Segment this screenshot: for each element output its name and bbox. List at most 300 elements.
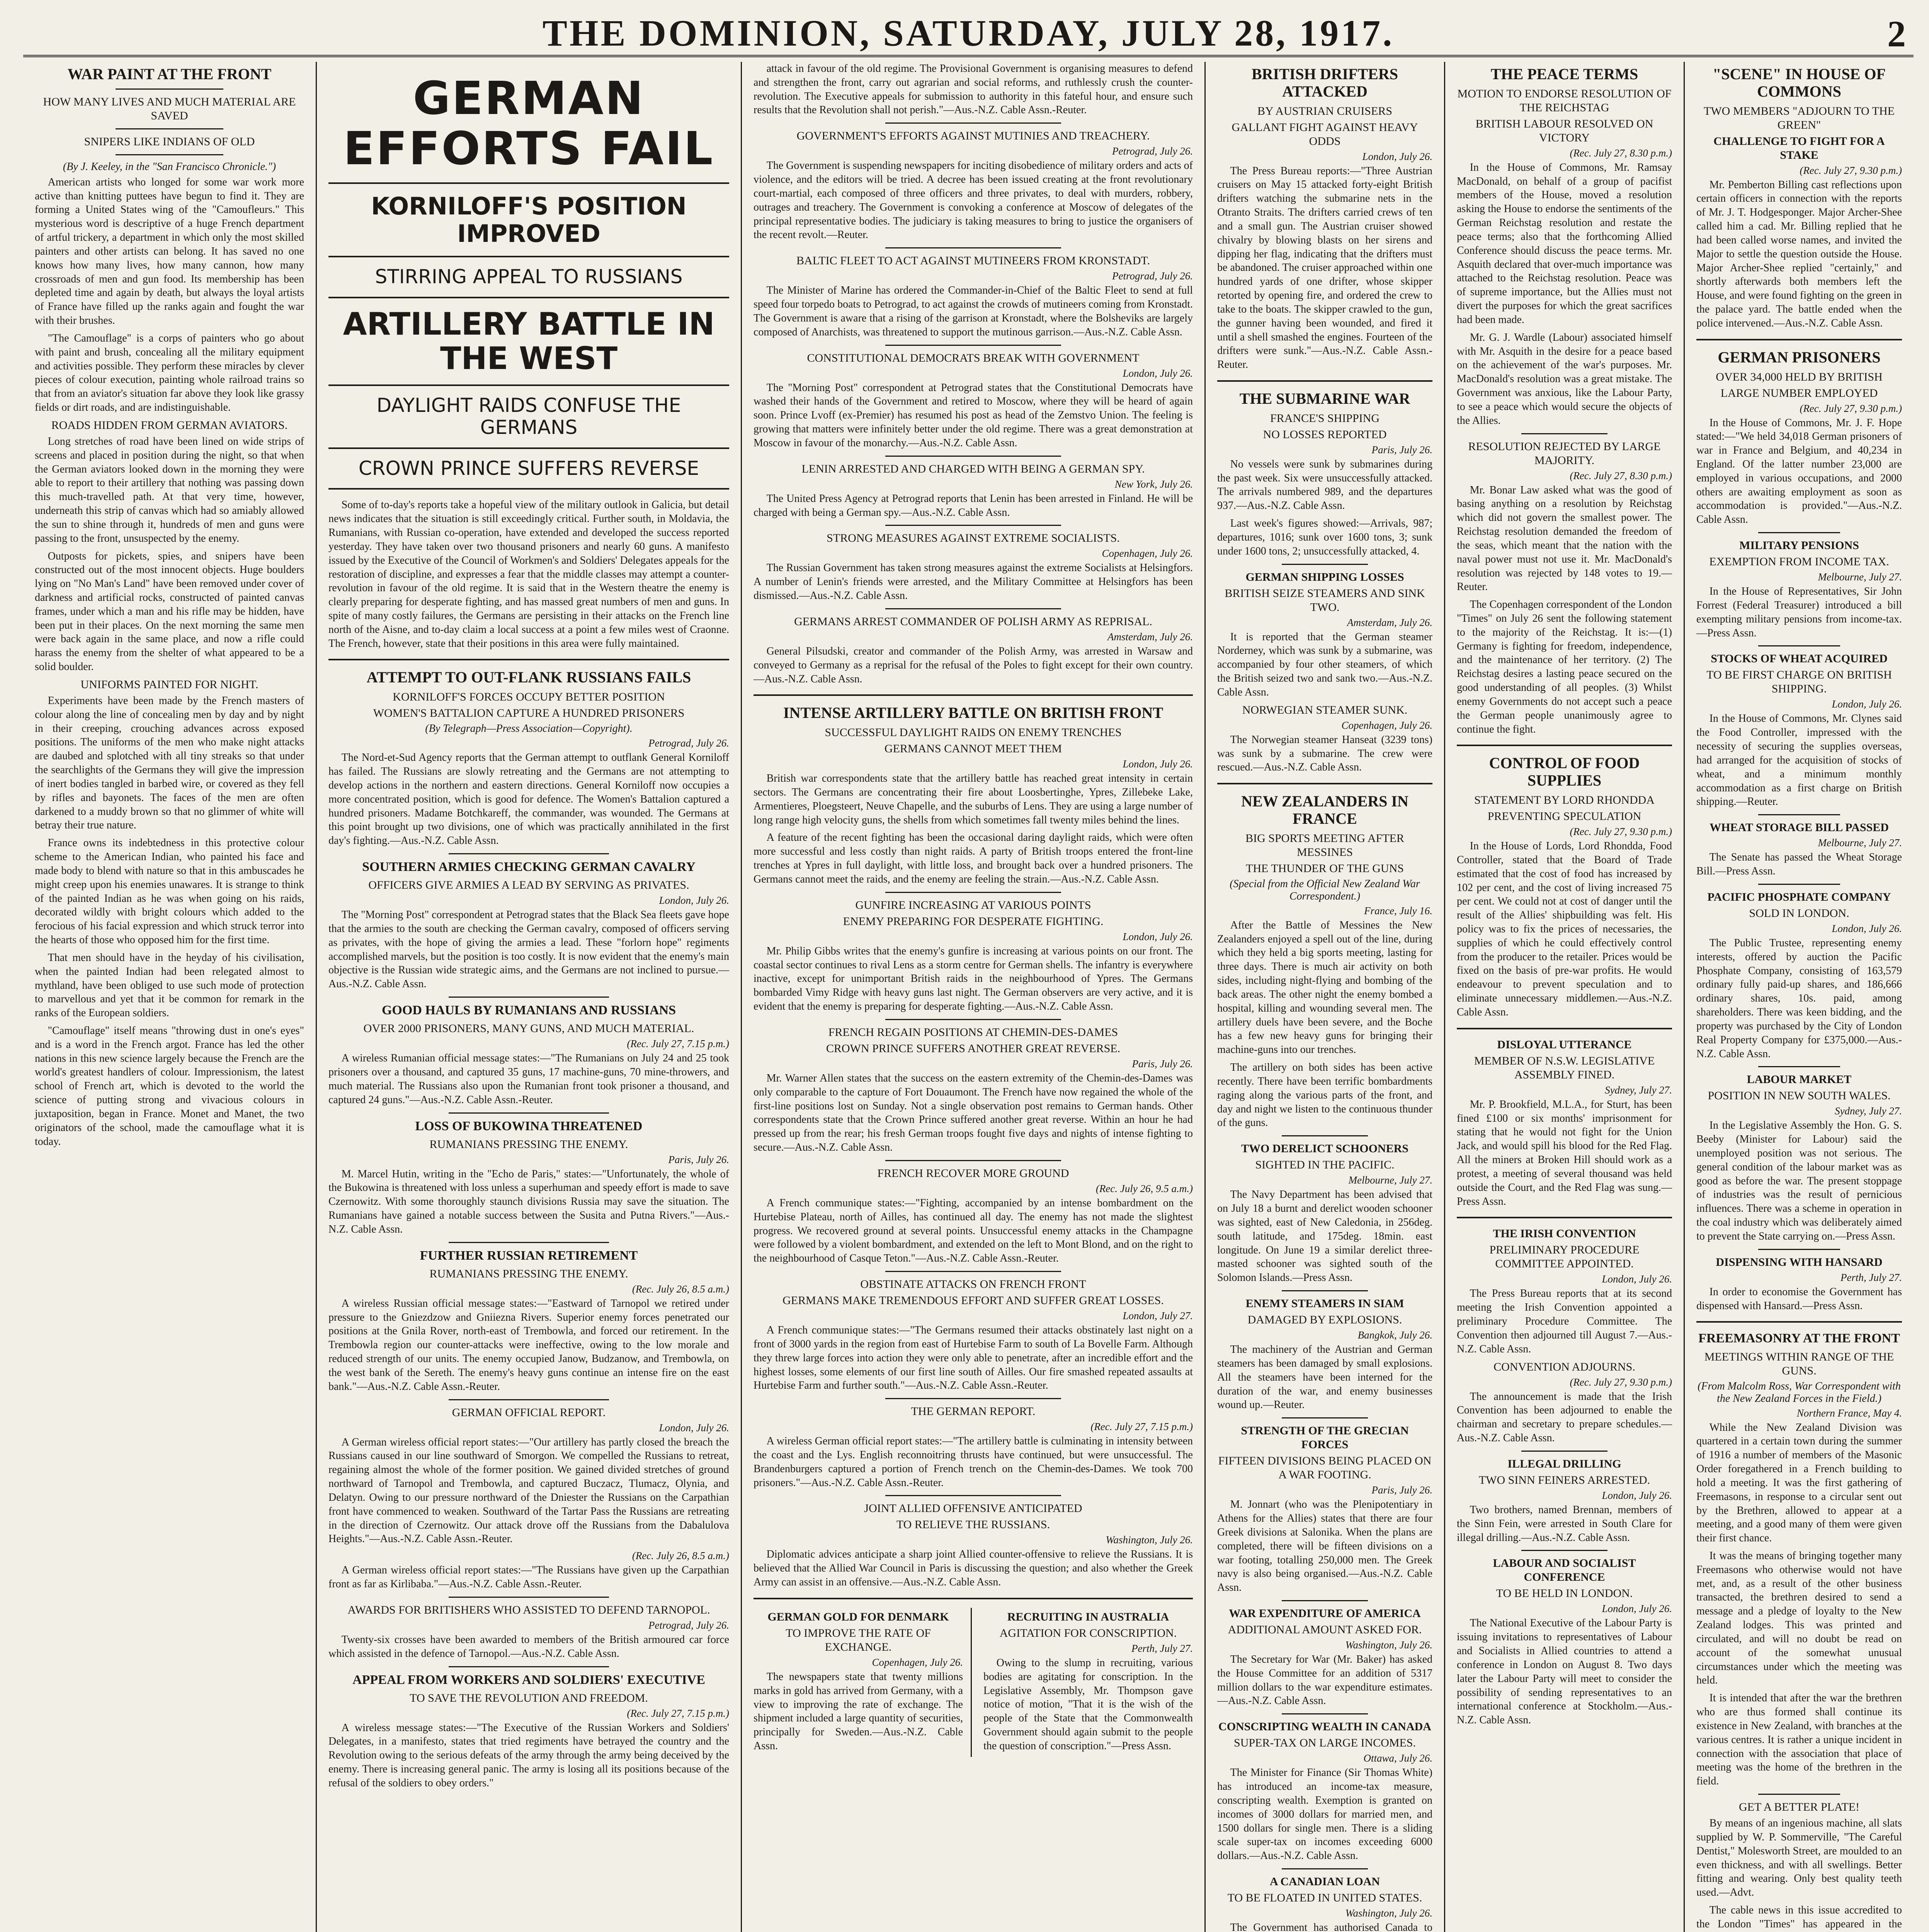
divider <box>885 247 1061 248</box>
paragraph: "The Camouflage" is a corps of painters who go about with paint and brush, concealing all the military equipment and activities possible. They perform these miracles by clever pieces of colour execution, painting whole railroad trains so that from an aviator's situation far above they look like grassy fields or dirt roads, and are indistinguishable. <box>35 332 304 414</box>
article-headline: FREEMASONRY AT THE FRONT <box>1698 1331 1900 1346</box>
article-headline: ATTEMPT TO OUT-FLANK RUSSIANS FAILS <box>366 668 691 686</box>
paragraph: The artillery on both sides has been active recently. There have been terrific bombardments raging along the various parts of the front, and day and night we listen to the continuous thunder of the guns. <box>1217 1061 1432 1129</box>
dateline: New York, July 26. <box>1114 478 1193 490</box>
subheadline: KORNILOFF'S FORCES OCCUPY BETTER POSITION <box>393 690 665 704</box>
editorial-note: The cable news in this issue accredited to the London "Times" has appeared in the <box>1696 1904 1902 1930</box>
divider <box>449 1597 609 1598</box>
paragraph: attack in favour of the old regime. The Provisional Government is organising measures to defend and strengthen the front, carry out agrarian and social reforms, and ruthlessly crush the counter-revolution. The Executive appeals for submission to authority in this fateful hour, and ensure such results that the Revolution shall not perish."—Aus.-N.Z. Cable Assn.-Reuter. <box>754 63 1193 116</box>
dateline: London, July 26. <box>1123 758 1193 770</box>
divider <box>1457 1028 1672 1029</box>
divider <box>1457 1217 1672 1218</box>
divider <box>1696 1321 1902 1323</box>
divider <box>328 447 729 449</box>
paragraph: A French communique states:—"Fighting, accompanied by an intense bombardment on the Hurtebise Plateau, north of Ailles, has continued all day. The enemy has not made the slightest progress. We recovered ground at several points. Unsuccessful enemy attacks in the Champagne were followed by a violent bombardment, and extended on the left to Mont Blond, and on the right to the neighbourhood of Casque Teton."—Aus.-N.Z. Cable Assn.-Reuter. <box>754 1197 1193 1265</box>
advert-text: By means of an ingenious machine, all slats supplied by W. P. Sommerville, "The Careful Dentist," Molesworth Street, are moulded to an even thickness, and with all swellings. Better fitting and wearing. Only best quality teeth used.—Advt. <box>1696 1817 1902 1899</box>
article-headline: WAR EXPENDITURE OF AMERICA <box>1229 1607 1421 1620</box>
paragraph: The machinery of the Austrian and German steamers has been damaged by small explosions. All the steamers have been interned for the duration of the war, and enemy businesses wound up.—Reuter. <box>1217 1344 1432 1411</box>
subheadline: MOTION TO ENDORSE RESOLUTION OF THE REICHSTAG <box>1457 87 1672 114</box>
article-headline: GUNFIRE INCREASING AT VARIOUS POINTS <box>855 898 1091 912</box>
divider <box>449 1112 609 1114</box>
paragraph: Mr. G. J. Wardle (Labour) associated himself with Mr. Asquith in the desire for a peace based on the achievement of the war's purposes. Mr. MacDonald's resolution was a great mistake. The Government was anxious, like the Labour Party, to see a peace which would secure the objects of the Allies. <box>1457 331 1672 427</box>
divider <box>1758 884 1841 885</box>
paragraph: The Public Trustee, representing enemy interests, offered by auction the Pacific Phosphate Company, consisting of 163,579 ordinary fully paid-up shares, and 186,666 ordinary shares, 10s. paid, among shareholders. There was keen bidding, and the property was purchased by the City of London Real Property Company for £375,000.—Aus.-N.Z. Cable Assn. <box>1696 937 1902 1060</box>
section-subheading: ROADS HIDDEN FROM GERMAN AVIATORS. <box>51 418 288 432</box>
paragraph: Outposts for pickets, spies, and snipers have been constructed out of the most innocent objects. Huge boulders lying on "No Man's Land" have been removed under cover of darkness and artificial rocks, constructed of painted canvas frames, under which a man and his rifle may be hidden, have been put in their places. On the next morning the same men were back again in the same place, and now a rifle could harass the enemy from the shelter of what appeared to be a solid boulder. <box>35 550 304 673</box>
subheadline: LARGE NUMBER EMPLOYED <box>1720 386 1878 400</box>
divider <box>449 1242 609 1243</box>
article-headline: INTENSE ARTILLERY BATTLE ON BRITISH FRONT <box>783 704 1163 722</box>
subheadline: EXEMPTION FROM INCOME TAX. <box>1709 555 1889 568</box>
subheadline: MEMBER OF N.S.W. LEGISLATIVE ASSEMBLY FINED. <box>1474 1054 1655 1081</box>
subheadline: TO IMPROVE THE RATE OF EXCHANGE. <box>786 1626 931 1653</box>
paragraph: It is reported that the German steamer Norderney, which was sunk by a submarine, was accompanied by four other steamers, of which the British seized two and sank two.—Aus.-N.Z. Cable Assn. <box>1217 631 1432 698</box>
divider <box>885 456 1061 457</box>
article-headline: LABOUR AND SOCIALIST CONFERENCE <box>1493 1557 1636 1584</box>
byline: (By Telegraph—Press Association—Copyright). <box>425 723 633 735</box>
paragraph: Last week's figures showed:—Arrivals, 987; departures, 1016; sunk over 1600 tons, 3; sunk under 1600 tons, 2; unsuccessfully attacked, 4. <box>1217 517 1432 557</box>
divider <box>1521 1550 1608 1551</box>
article-recruiting <box>983 1608 1193 1757</box>
dateline: Washington, July 26. <box>1345 1907 1432 1919</box>
paragraph: The Minister of Marine has ordered the Commander-in-Chief of the Baltic Fleet to send at full speed four torpedo boats to Petrograd, to act against the crowds of mutineers coming from Kronstadt. The Government is aware that a rising of the garrison at Kronstadt, where the Bolsheviks are largely composed of Anarchists, was threatened to support the mutinous garrison.—Aus.-N.Z. Cable Assn. <box>754 284 1193 338</box>
dateline: Copenhagen, July 26. <box>1102 548 1193 560</box>
paragraph: The Nord-et-Sud Agency reports that the German attempt to outflank General Korniloff has failed. The Russians are slowly retreating and the Germans are not attempting to develop actions in the northern and eastern directions. General Korniloff now occupies a more concentrated position, which is good for defence. The Women's Battalion captured a hundred prisoners. Madame Botchkareff, the commander, was wounded. The Germans at this point brought up two divisions, one of which was practically annihilated in the first day's fighting.—Aus.-N.Z. Cable Assn. <box>328 752 729 847</box>
paragraph: M. Jonnart (who was the Plenipotentiary in Athens for the Allies) states that there are four Greek divisions at Salonika. When the plans are completed, there will be fifteen divisions on a war footing, totalling 250,000 men. The Greek navy is also being organised.—Aus.-N.Z. Cable Assn. <box>1217 1498 1432 1594</box>
paragraph: Mr. Philip Gibbs writes that the enemy's gunfire is increasing at various points on our front. The coastal sector continues to rival Lens as a storm centre for German shells. The infantry is everywhere inactive, except for unimportant British raids in the neighbourhood of Ypres. The Germans bombarded Vimy Ridge with heavy guns last night. The German observers are very active, and it is evident that the enemy is preparing for desperate fighting.—Aus.-N.Z. Cable Assn. <box>754 945 1193 1013</box>
article-headline: GERMAN SHIPPING LOSSES <box>1245 570 1404 583</box>
subheadline: TWO SINN FEINERS ARRESTED. <box>1478 1473 1650 1486</box>
paragraph: It was the means of bringing together many Freemasons who otherwise would not have met, and, as a result of the other business transacted, the brethren desired to send a message and a pledge of loyalty to the New Zealand lodges. This was printed and circulated, and will no doubt be read on account of the somewhat unusual circumstances under which the meeting was held. <box>1696 1549 1902 1687</box>
paragraph: In the House of Lords, Lord Rhondda, Food Controller, stated that the Board of Trade estimated that the cost of food has increased by 102 per cent, and the cost of living increased 75 per cent. We could not at cost of danger until the result of the Allies' shipbuilding was felt. His policy was to fix the prices of necessaries, the supplies of which he could effectively control from the producer to the retailer. Prices would be fixed on the basis of pre-war profits. He would endeavour to prevent speculation and to eliminate unnecessary middlemen.—Aus.-N.Z. Cable Assn. <box>1457 840 1672 1018</box>
paragraph: In the House of Representatives, Sir John Forrest (Federal Treasurer) introduced a bill exempting military pensions from income-tax.—Press Assn. <box>1696 585 1902 639</box>
paragraph: While the New Zealand Division was quartered in a certain town during the summer of 1916 a number of members of the Masonic Order foregathered in a French building to hold a meeting. It was the first gathering of Freemasons, in response to a circular sent out by the Brethren, allowed to appear at a meeting, and a good many of them were given their first chance. <box>1696 1421 1902 1544</box>
divider <box>1282 1713 1368 1714</box>
article-headline: NEW ZEALANDERS IN FRANCE <box>1241 793 1408 828</box>
page-number: 2 <box>1887 13 1906 54</box>
paragraph: That men should have in the heyday of his civilisation, when the painted Indian had been relegated almost to mythland, have been obliged to use such mode of protection to marvellous and yet that it be common for remark in the ranks of the European soldiers. <box>35 951 304 1019</box>
divider <box>449 997 609 998</box>
article-headline: JOINT ALLIED OFFENSIVE ANTICIPATED <box>864 1502 1082 1515</box>
subheadline: HOW MANY LIVES AND MUCH MATERIAL ARE SAVED <box>43 95 296 122</box>
divider <box>1282 564 1368 565</box>
divider <box>885 1398 1061 1399</box>
dateline: (Rec. July 26, 8.5 a.m.) <box>632 1283 729 1295</box>
subheadline: CROWN PRINCE SUFFERS ANOTHER GREAT REVERSE. <box>826 1042 1121 1055</box>
dateline: Amsterdam, July 26. <box>1107 631 1193 643</box>
dateline: London, July 26. <box>1602 1489 1672 1501</box>
article-german-gold <box>754 1608 972 1757</box>
subheadline: OFFICERS GIVE ARMIES A LEAD BY SERVING AS PRIVATES. <box>368 879 689 892</box>
subheadline: SOLD IN LONDON. <box>1749 906 1849 920</box>
article-headline: A CANADIAN LOAN <box>1269 1875 1380 1888</box>
dateline: Melbourne, July 27. <box>1818 837 1902 849</box>
paragraph: In the House of Commons, Mr. J. F. Hope stated:—"We held 34,018 German prisoners of war in France and Belgium, and 40,234 in England. Of the latter number 23,000 are employed in various occupations, and 2000 others are awaiting employment as soon as accommodation is provided."—Aus.-N.Z. Cable Assn. <box>1696 417 1902 526</box>
paragraph: The Government is suspending newspapers for inciting disobedience of military orders and acts of violence, and the editors will be tried. A decree has been issued creating at the front revolutionary court-martial, each composed of three officers and three privates, to deal with murders, robbery, outrages and treachery. The Government is convoking a conference at Moscow of delegates of the principal representative bodies. The judiciary is taking measures to bring to justice the organisers of the recent revolt.—Reuter. <box>754 160 1193 241</box>
divider <box>449 853 609 854</box>
subheadline: MEETINGS WITHIN RANGE OF THE GUNS. <box>1704 1350 1894 1377</box>
deck-headline: KORNILOFF'S POSITION IMPROVED <box>371 192 687 248</box>
subheadline: FRANCE'S SHIPPING <box>1270 412 1380 425</box>
article-headline: GERMAN PRISONERS <box>1718 348 1881 366</box>
article-headline: STRENGTH OF THE GRECIAN FORCES <box>1241 1424 1409 1451</box>
dateline: Paris, July 26. <box>1132 1058 1193 1070</box>
subheadline: STATEMENT BY LORD RHONDDA <box>1474 794 1655 807</box>
subheadline: RUMANIANS PRESSING THE ENEMY. <box>429 1267 628 1280</box>
dateline: Perth, July 27. <box>1841 1271 1902 1283</box>
divider <box>116 128 223 129</box>
paragraph: A wireless German official report states:—"The artillery battle is culminating in intensity between the coast and the Lys. English reconnoitring thrusts have continued, but were unsuccessful. The Brandenburgers captured a portion of French trench on the Chemin-des-Dames. We took 700 prisoners."—Aus.-N.Z. Cable Assn.-Reuter. <box>754 1435 1193 1489</box>
subheadline: TWO MEMBERS "ADJOURN TO THE GREEN" <box>1704 104 1895 131</box>
paragraph: The Senate has passed the Wheat Storage Bill.—Press Assn. <box>1696 851 1902 878</box>
paragraph: Twenty-six crosses have been awarded to members of the British armoured car force which assisted in the defence of Tarnopol.—Aus.-N.Z. Cable Assn. <box>328 1633 729 1660</box>
divider <box>754 1598 1193 1599</box>
paragraph: The Russian Government has taken strong measures against the extreme Socialists at Helsingfors. A number of Lenin's friends were arrested, and the Military Committee at Helsingfors has been dismissed.—Aus.-N.Z. Cable Assn. <box>754 562 1193 602</box>
divider <box>885 892 1061 893</box>
divider <box>328 659 729 660</box>
divider <box>449 1666 609 1667</box>
subheadline: PREVENTING SPECULATION <box>1487 810 1642 823</box>
dateline: (Rec. July 27, 8.30 p.m.) <box>1570 147 1672 159</box>
paragraph: Long stretches of road have been lined on wide strips of screens and placed in position during the night, so that when the German aviators looked down in the morning they were able to report to their artillery that nothing was passing down this much-travelled path. At that very time, however, underneath this strip of canvas which had so amiably allowed the sun to shine through it, hundreds of men and guns were passing to the front, unsuspected by the enemy. <box>35 435 304 544</box>
article-headline: MILITARY PENSIONS <box>1739 539 1859 552</box>
article-headline: GERMAN OFFICIAL REPORT. <box>452 1406 606 1419</box>
dateline: (Rec. July 27, 9.30 p.m.) <box>1570 1376 1672 1388</box>
dateline: London, July 26. <box>1602 1603 1672 1615</box>
article-headline: ENEMY STEAMERS IN SIAM <box>1245 1297 1404 1310</box>
divider <box>1758 1066 1841 1067</box>
paragraph: After the Battle of Messines the New Zealanders enjoyed a spell out of the line, during which they held a big sports meeting, lasting for three days. There is much air activity on both sides, including night-flying and bombing of the back areas. The other night the enemy bombed a hospital, killing and wounding several men. The artillery duels have been severe, and the Boche has a few new heavy guns for bringing their machine-guns into our trenches. <box>1217 919 1432 1056</box>
divider <box>754 694 1193 696</box>
divider <box>1758 645 1841 646</box>
subheadline: SUCCESSFUL DAYLIGHT RAIDS ON ENEMY TRENCHES <box>825 726 1122 739</box>
dateline: (Rec. July 27, 9.30 p.m.) <box>1570 826 1672 838</box>
divider <box>116 88 223 90</box>
dateline: (Rec. July 27, 7.15 p.m.) <box>627 1707 729 1719</box>
dateline: Petrograd, July 26. <box>648 737 729 749</box>
paragraph: General Pilsudski, creator and commander of the Polish Army, was arrested in Warsaw and conveyed to Germany as a reprisal for the refusal of the Poles to fight except for their own country.—Aus.-N.Z. Cable Assn. <box>754 645 1193 685</box>
divider <box>1758 814 1841 815</box>
divider <box>328 182 729 184</box>
dateline: Perth, July 27. <box>1131 1642 1193 1654</box>
subheadline: THE THUNDER OF THE GUNS <box>1246 862 1404 875</box>
divider <box>328 256 729 257</box>
subheadline: GERMANS MAKE TREMENDOUS EFFORT AND SUFFER GREAT LOSSES. <box>782 1294 1164 1307</box>
paragraph: The Copenhagen correspondent of the London "Times" on July 26 sent the following statement to the majority of the Reichstag. It is:—(1) Germany is fighting for freedom, independence, and the maintenance of her territory. (2) The Reichstag desires a lasting peace secured on the good understanding of all peoples. (3) Whilst enemy Governments do not accept such a peace the German people unanimously agree to continue the fight. <box>1457 599 1672 735</box>
divider <box>1282 1868 1368 1869</box>
paragraph: A wireless message states:—"The Executive of the Russian Workers and Soldiers' Delegates, in a manifesto, states that tried regiments have betrayed the country and the Revolution owing to the serious defeats of the army through the army being deceived by the enemy. There is increasing general panic. The army is losing all its positions because of the refusal of the soldiers to obey orders." <box>328 1721 729 1789</box>
dateline: Northern France, May 4. <box>1796 1407 1902 1419</box>
article-headline: RECRUITING IN AUSTRALIA <box>1007 1610 1169 1623</box>
paragraph: A German wireless official report states:—"The Russians have given up the Carpathian front as far as Kirlibaba."—Aus.-N.Z. Cable Assn.-Reuter. <box>328 1564 729 1590</box>
article-headline: OBSTINATE ATTACKS ON FRENCH FRONT <box>860 1278 1086 1291</box>
dateline: London, July 26. <box>659 1422 729 1434</box>
paragraph: Owing to the slump in recruiting, various bodies are agitating for conscription. In the Legislative Assembly, Mr. Thompson gave notice of motion, "That it is the wish of the people of the State that the Commonwealth Government should again submit to the people the question of conscription."—Press Assn. <box>983 1656 1193 1752</box>
article-headline: THE GERMAN REPORT. <box>911 1405 1036 1418</box>
article-headline: THE SUBMARINE WAR <box>1239 390 1410 408</box>
subheadline: GERMANS CANNOT MEET THEM <box>884 742 1062 755</box>
dateline: London, July 26. <box>1123 367 1193 379</box>
dateline: Paris, July 26. <box>668 1153 729 1165</box>
paragraph: The National Executive of the Labour Party is issuing invitations to representatives of Labour and Socialists in Allied countries to attend a conference in London on August 8. Two days later the Labour Party will meet to consider the possibility of sending representatives to an international conference at Stockholm.—Aus.-N.Z. Cable Assn. <box>1457 1617 1672 1726</box>
byline: (By J. Keeley, in the "San Francisco Chronicle.") <box>63 160 276 173</box>
article-headline: FURTHER RUSSIAN RETIREMENT <box>420 1248 638 1263</box>
divider <box>885 1495 1061 1496</box>
dateline: Copenhagen, July 26. <box>1341 719 1432 731</box>
article-headline: THE IRISH CONVENTION <box>1493 1227 1636 1240</box>
article-headline: GERMANS ARREST COMMANDER OF POLISH ARMY AS REPRISAL. <box>794 615 1152 628</box>
article-headline: AWARDS FOR BRITISHERS WHO ASSISTED TO DEFEND TARNOPOL. <box>347 1603 710 1616</box>
article-headline: LOSS OF BUKOWINA THREATENED <box>415 1119 643 1133</box>
article-headline: LENIN ARRESTED AND CHARGED WITH BEING A GERMAN SPY. <box>801 462 1145 475</box>
deck-headline: ARTILLERY BATTLE IN THE WEST <box>343 306 715 377</box>
paragraph: A French communique states:—"The Germans resumed their attacks obstinately last night on a front of 3000 yards in the region from east of Hurtebise Farm to south of La Bovelle Farm. Although they threw large forces into action they were only able to penetrate, after an incredible effort and the highest losses, some elements of our first line south of Ailles. Our fire smashed repeated assaults at Hurtebise Farm and further south."—Aus.-N.Z. Cable Assn.-Reuter. <box>754 1324 1193 1392</box>
divider <box>1521 1451 1608 1452</box>
subheadline: WOMEN'S BATTALION CAPTURE A HUNDRED PRISONERS <box>373 707 685 720</box>
subheadline: GALLANT FIGHT AGAINST HEAVY ODDS <box>1232 121 1418 148</box>
paragraph: Mr. Bonar Law asked what was the good of basing anything on a resolution by Reichstag which did not govern the smallest power. The Reichstag resolution demanded the freedom of the seas, which meant that the nation with the naval power must not use it. Mr. MacDonald's resolution was rejected by 148 votes to 19.—Reuter. <box>1457 484 1672 593</box>
paragraph: Two brothers, named Brennan, members of the Sinn Fein, were arrested in South Clare for illegal drilling.—Aus.-N.Z. Cable Assn. <box>1457 1503 1672 1544</box>
subheadline: DAMAGED BY EXPLOSIONS. <box>1247 1313 1402 1327</box>
article-headline: WHEAT STORAGE BILL PASSED <box>1710 821 1889 834</box>
dateline: (Rec. July 27, 7.15 p.m.) <box>1090 1421 1193 1433</box>
subheadline: TO BE FIRST CHARGE ON BRITISH SHIPPING. <box>1706 668 1892 696</box>
paragraph: The United Press Agency at Petrograd reports that Lenin has been arrested in Finland. He will be charged with being a German spy.—Aus.-N.Z. Cable Assn. <box>754 492 1193 519</box>
paragraph: The Press Bureau reports that at its second meeting the Irish Convention appointed a preliminary Procedure Committee. The Convention then adjourned till August 7.—Aus.-N.Z. Cable Assn. <box>1457 1287 1672 1355</box>
dateline: Ottawa, July 26. <box>1363 1752 1432 1764</box>
dateline: Washington, July 26. <box>1106 1534 1193 1546</box>
column-1 <box>23 62 317 1932</box>
dateline: (Rec. July 27, 9.30 p.m.) <box>1800 164 1902 176</box>
paragraph: The Norwegian steamer Hanseat (3239 tons) was sunk by a submarine. The crew were rescued.—Aus.-N.Z. Cable Assn. <box>1217 733 1432 774</box>
article-headline: LABOUR MARKET <box>1747 1073 1852 1086</box>
subheadline: TO RELIEVE THE RUSSIANS. <box>896 1518 1050 1531</box>
divider <box>116 154 223 155</box>
paragraph: In the House of Commons, Mr. Clynes said the Food Controller, impressed with the necessity of securing the supplies overseas, had arranged for the acquisition of stocks of wheat, and a minimum monthly accommodation as a first charge on British shipping.—Reuter. <box>1696 713 1902 808</box>
column-6 <box>1685 62 1914 1932</box>
dateline: Melbourne, July 27. <box>1348 1174 1432 1186</box>
dateline: Petrograd, July 26. <box>648 1619 729 1631</box>
dateline: Bangkok, July 26. <box>1357 1329 1432 1341</box>
paragraph: A feature of the recent fighting has been the occasional daring daylight raids, which were often more successful and less costly than night raids. A party of British troops entered the front-line trenches at Ypres in full daylight, with little loss, and brought back over a hundred prisoners. The Germans cannot meet the raids, and the enemy are feeling the strain.—Aus.-N.Z. Cable Assn. <box>754 832 1193 885</box>
deck-headline: CROWN PRINCE SUFFERS REVERSE <box>358 457 699 480</box>
divider <box>1282 1417 1368 1418</box>
subheadline: BIG SPORTS MEETING AFTER MESSINES <box>1245 832 1404 859</box>
subheadline: TO BE FLOATED IN UNITED STATES. <box>1227 1891 1422 1905</box>
divider <box>885 525 1061 526</box>
paragraph: A wireless Russian official message states:—"Eastward of Tarnopol we retired under pressure to the Gniezdzow and Gniiezna Rivers. Superior enemy forces penetrated our positions at the Gnila Rover, north-east of Trembowla, and forced our retirement. In the Trembowla region our counter-attacks were ineffective, owing to the low morale and reduced strength of our units. The enemy occupied Janow, Budzanow, and Trembowla, on the west bank of the Sereth. The enemy's heavy guns continue an intense fire on the east bank."—Aus.-N.Z. Cable Assn.-Reuter. <box>328 1297 729 1393</box>
subheadline: SNIPERS LIKE INDIANS OF OLD <box>84 135 255 148</box>
divider <box>885 345 1061 346</box>
paragraph: The Minister for Finance (Sir Thomas White) has introduced an income-tax measure, conscripting wealth. Exemption is granted on incomes of 3000 dollars for married men, and 1500 dollars for single men. There is a sliding scale super-tax on incomes exceeding 6000 dollars.—Aus.-N.Z. Cable Assn. <box>1217 1767 1432 1862</box>
paragraph: Diplomatic advices anticipate a sharp joint Allied counter-offensive to relieve the Russians. It is believed that the Allied War Council in Paris is discussing the question; and also whether the Greek Army can assist in an offensive.—Aus.-N.Z. Cable Assn. <box>754 1548 1193 1588</box>
dateline: (Rec. July 27, 7.15 p.m.) <box>627 1038 729 1050</box>
paragraph: Mr. P. Brookfield, M.L.A., for Sturt, has been fined £100 or six months' imprisonment for stating that he would not fight for the Union Jack, and would spill his blood for the Red Flag. All the miners at Broken Hill should work as a protest, a meeting of several thousand was held outside the Court, and the Red Flag was sung.—Press Assn. <box>1457 1098 1672 1208</box>
subheadline: POSITION IN NEW SOUTH WALES. <box>1708 1089 1891 1102</box>
article-headline: STRONG MEASURES AGAINST EXTREME SOCIALISTS. <box>827 532 1120 545</box>
dateline: (Rec. July 27, 9.30 p.m.) <box>1800 402 1902 414</box>
dateline: London, July 26. <box>1832 922 1902 934</box>
paragraph: In order to economise the Government has dispensed with Hansard.—Press Assn. <box>1696 1286 1902 1312</box>
article-headline: GOOD HAULS BY RUMANIANS AND RUSSIANS <box>381 1003 676 1018</box>
subheadline: BRITISH LABOUR RESOLVED ON VICTORY <box>1475 117 1653 144</box>
subheadline: SIGHTED IN THE PACIFIC. <box>1255 1158 1395 1172</box>
article-headline: GERMAN GOLD FOR DENMARK <box>767 1610 949 1623</box>
bottom-split <box>754 1608 1193 1757</box>
dateline: (Rec. July 26, 8.5 a.m.) <box>632 1550 729 1562</box>
paragraph: The "Morning Post" correspondent at Petrograd states that the Constitutional Democrats have washed their hands of the Government and retired to Moscow, where they will be heard of again soon. Prince Lvoff (ex-Premier) has resumed his post as head of the Zemstvo Union. The feeling is growing that matters were infinitely better under the old regime. There was a great demonstration at Moscow in favour of the monarchy.—Aus.-N.Z. Cable Assn. <box>754 381 1193 449</box>
dateline: London, July 26. <box>1602 1273 1672 1285</box>
headline: WAR PAINT AT THE FRONT <box>67 65 272 83</box>
divider <box>328 384 729 386</box>
masthead-title: THE DOMINION, SATURDAY, JULY 28, 1917. <box>542 12 1395 54</box>
paragraph: France owns its indebtedness in this protective colour scheme to the American Indian, who painted his face and made body to blend with nature so that in this ambuscades he might creep upon his enemies unawares. It is strange to think of the painted Indian as he was when going on his raids, decorated wildly with bright colours which added to the ferocious of his facial expression and which struck terror into the hearts of those who opposed him for the first time. <box>35 837 304 946</box>
paragraph: Experiments have been made by the French masters of colour along the line of concealing men by day and by night in their creeping, crouching advances across exposed positions. The uniforms of the men who make night attacks are daubed and splotched with all tiny streaks so that under the searchlights of the Germans they will give the impression of inert bodies tangled in barbed wire, or covered as they fell by rifles and bayonets. The faces of the men are often darkened to a muddy brown so that no glimmer of white will betray their true nature. <box>35 694 304 832</box>
paragraph: It is intended that after the war the brethren who are thus formed shall continue its existence in New Zealand, with branches at the various centres. It is rather a unique incident in connection with the association that place of meeting was the home of the brethren in the field. <box>1696 1692 1902 1787</box>
dateline: Washington, July 26. <box>1345 1639 1432 1651</box>
paragraph: Mr. Pemberton Billing cast reflections upon certain officers in connection with the reports of Mr. J. T. Hodgesponger. Major Archer-Shee called him a cad. Mr. Billing replied that he had been called worse names, and invited the Major to settle the question outside the House. Major Archer-Shee replied "certainly," and shortly afterwards both members left the House, and were found fighting on the green in the palace yard. The battle ended when the police intervened.—Aus.-N.Z. Cable Assn. <box>1696 179 1902 329</box>
article-headline: SOUTHERN ARMIES CHECKING GERMAN CAVALRY <box>362 860 696 874</box>
subheadline: PRELIMINARY PROCEDURE COMMITTEE APPOINTED. <box>1489 1243 1640 1270</box>
subheadline: NO LOSSES REPORTED <box>1263 428 1387 441</box>
section-subheading: UNIFORMS PAINTED FOR NIGHT. <box>80 678 259 691</box>
paragraph: The Secretary for War (Mr. Baker) has asked the House Committee for an addition of 5317 million dollars to the war expenditure estimates.—Aus.-N.Z. Cable Assn. <box>1217 1653 1432 1707</box>
divider <box>1758 532 1841 533</box>
paragraph: British war correspondents state that the artillery battle has reached great intensity in certain sectors. The Germans are concentrating their fire about Loosbertinghe, Ypres, Zillebeke Lake, Armentieres, Ploegsteert, Neuve Chapelle, and the suburbs of Lens. They are using a large number of long range high velocity guns, the shells from which sometimes fall twenty miles behind the lines. <box>754 772 1193 826</box>
divider <box>885 1160 1061 1161</box>
dateline: London, July 27. <box>1123 1310 1193 1322</box>
dateline: Paris, July 26. <box>1371 444 1432 456</box>
subheadline: OVER 2000 PRISONERS, MANY GUNS, AND MUCH MATERIAL. <box>363 1022 694 1035</box>
article-headline: FRENCH RECOVER MORE GROUND <box>877 1167 1069 1180</box>
article-headline: DISPENSING WITH HANSARD <box>1716 1255 1883 1269</box>
divider <box>1217 380 1432 382</box>
subheadline: ENEMY PREPARING FOR DESPERATE FIGHTING. <box>843 915 1104 928</box>
paragraph: No vessels were sunk by submarines during the past week. Six were unsuccessfully attacked. The arrivals numbered 989, and the departures 937.—Aus.-N.Z. Cable Assn. <box>1217 458 1432 512</box>
divider <box>1758 1249 1841 1250</box>
dateline: Petrograd, July 26. <box>1112 145 1193 157</box>
subheadline: OVER 34,000 HELD BY BRITISH <box>1716 370 1883 383</box>
dateline: (Rec. July 26, 9.5 a.m.) <box>1095 1182 1193 1194</box>
dateline: Sydney, July 27. <box>1605 1084 1672 1096</box>
column-2 <box>317 62 742 1932</box>
divider <box>1696 339 1902 340</box>
article-headline: DISLOYAL UTTERANCE <box>1497 1038 1632 1051</box>
divider <box>328 297 729 298</box>
paragraph: Mr. Warner Allen states that the success on the eastern extremity of the Chemin-des-Dames was only comparable to the capture of Fort Douaumont. The French have now regained the whole of the first-line positions lost on Sunday. Not a single observation post remains to German hands. Other correspondents state that the Crown Prince suffered another great reverse. Within an hour he had pressed up from the rear; his fresh German troops fought five days and nights of intense fighting to secure.—Aus.-N.Z. Cable Assn. <box>754 1072 1193 1154</box>
subheadline: AGITATION FOR CONSCRIPTION. <box>999 1626 1177 1639</box>
divider <box>885 122 1061 124</box>
dateline: Amsterdam, July 26. <box>1347 616 1432 628</box>
paragraph: In the House of Commons, Mr. Ramsay MacDonald, on behalf of a group of pacifist members of the House, moved a resolution asking the House to endorse the sentiments of the German Reichstag resolution and restate the peace terms; also that the forthcoming Allied Conference should discuss the peace terms. Mr. Asquith declared that over-much importance was attached to the Reichstag resolution. Peace was of supreme importance, but the Allies must not divert the purposes for which the great sacrifices had been made. <box>1457 161 1672 326</box>
divider <box>449 1399 609 1400</box>
subheadline: FIFTEEN DIVISIONS BEING PLACED ON A WAR FOOTING. <box>1218 1454 1432 1481</box>
subheadline: NORWEGIAN STEAMER SUNK. <box>1242 703 1408 716</box>
article-headline: APPEAL FROM WORKERS AND SOLDIERS' EXECUTIVE <box>352 1672 705 1687</box>
subheadline: CHALLENGE TO FIGHT FOR A STAKE <box>1713 134 1885 162</box>
subheadline: TO SAVE THE REVOLUTION AND FREEDOM. <box>410 1691 648 1704</box>
advert-headline: GET A BETTER PLATE! <box>1739 1801 1859 1814</box>
article-headline: GOVERNMENT'S EFFORTS AGAINST MUTINIES AND TREACHERY. <box>796 129 1150 143</box>
paragraph: The newspapers state that twenty millions marks in gold has arrived from Germany, with a view to improving the rate of exchange. The shipment included a large quantity of securities, principally for Sweden.—Aus.-N.Z. Cable Assn. <box>754 1670 963 1752</box>
dateline: London, July 26. <box>1362 150 1432 162</box>
divider <box>1758 1794 1841 1795</box>
dateline: Paris, July 26. <box>1371 1484 1432 1496</box>
dateline: London, July 26. <box>1123 930 1193 942</box>
paragraph: A German wireless official report states:—"Our artillery has partly closed the breach the Russians caused in our line southward of Smorgon. We compelled the Russians to retreat, regaining almost the whole of the former position. We gained divided stretches of ground northward of Tarnopol and Trembowla, and captured Buczacz, Tlumacz, Olynia, and Delatyn. Owing to our pressure northward of the Dniester the Russians on the Carpathian front have commenced to weaken. Southward of the Tartar Pass the Russians are retreating in the direction of Czernowitz. Our attack drove off the Russians from the Dabalulova Heights."—Aus.-N.Z. Cable Assn.-Reuter. <box>328 1436 729 1545</box>
byline: (Special from the Official New Zealand War Correspondent.) <box>1230 878 1420 902</box>
deck-headline: STIRRING APPEAL TO RUSSIANS <box>375 265 683 288</box>
paragraph: The Government has authorised Canada to <box>1230 1922 1432 1932</box>
subheadline: RUMANIANS PRESSING THE ENEMY. <box>429 1138 628 1151</box>
divider <box>885 608 1061 609</box>
paragraph: The Navy Department has been advised that on July 18 a burnt and derelict wooden schooner was sighted, east of New Caledonia, in 256deg. south latitude, and 175deg. 18min. east longitude. On June 19 a similar derelict three-masted schooner was sighted south of the Solomon Islands.—Press Assn. <box>1217 1189 1432 1284</box>
divider <box>328 488 729 490</box>
article-headline: CONSTITUTIONAL DEMOCRATS BREAK WITH GOVERNMENT <box>807 351 1140 364</box>
article-headline: ILLEGAL DRILLING <box>1507 1457 1621 1470</box>
dateline: Sydney, July 27. <box>1835 1105 1902 1117</box>
paragraph: M. Marcel Hutin, writing in the "Echo de Paris," states:—"Unfortunately, the whole of the Bukowina is threatened with loss unless a superhuman and speedy effort is made to save Czernowitz. With some thoroughly staunch divisions Russia may save the situation. The Rumanians have gained a notable success between the Susita and Putna Rivers."—Aus.-N.Z. Cable Assn. <box>328 1168 729 1235</box>
divider <box>1282 1600 1368 1601</box>
paragraph: The Press Bureau reports:—"Three Austrian cruisers on May 15 attacked forty-eight British drifters watching the submarine nets in the Otranto Straits. The drifters carried crews of ten and a small gun. The Austrian cruiser showed chivalry by blowing blasts on her sirens and dipping her flag, indicating that the drifters must be abandoned. The cruiser approached within one hundred yards of one drifter, whose skipper retorted by opening fire, and ordered the crew to take to the boats. The skipper crawled to the gun, the gunner having been wounded, and fired it until a shell smashed the engines. Fourteen of the drifters were sunk."—Aus.-N.Z. Cable Assn.-Reuter. <box>1217 165 1432 371</box>
paragraph: A wireless Rumanian official message states:—"The Rumanians on July 24 and 25 took prisoners over a thousand, and captured 35 guns, 17 machine-guns, 70 mine-throwers, and much material. The Russians also upon the Rumanian front took prisoner a thousand, and captured 24 guns."—Aus.-N.Z. Cable Assn.-Reuter. <box>328 1052 729 1106</box>
subheadline: ADDITIONAL AMOUNT ASKED FOR. <box>1228 1623 1422 1636</box>
article-headline: THE PEACE TERMS <box>1490 65 1638 83</box>
dateline: Petrograd, July 26. <box>1112 270 1193 282</box>
subheadline: SUPER-TAX ON LARGE INCOMES. <box>1234 1736 1416 1750</box>
byline: (From Malcolm Ross, War Correspondent with the New Zealand Forces in the Field.) <box>1698 1380 1901 1405</box>
article-headline: BALTIC FLEET TO ACT AGAINST MUTINEERS FROM KRONSTADT. <box>796 254 1150 267</box>
article-headline: BRITISH DRIFTERS ATTACKED <box>1251 65 1398 100</box>
masthead <box>23 9 1914 57</box>
article-headline: CONTROL OF FOOD SUPPLIES <box>1489 754 1640 789</box>
dateline: Copenhagen, July 26. <box>872 1656 963 1668</box>
paragraph: In the Legislative Assembly the Hon. G. S. Beeby (Minister for Labour) said the unemployed position was not serious. The general condition of the labour market was as good as before the war. The present stoppage of industries was the result of pernicious influences. There was a scheme in operation in the coal industry which was deliberately aimed to prevent the State carrying on.—Press Assn. <box>1696 1119 1902 1242</box>
main-headline: GERMAN EFFORTS FAIL <box>343 71 714 175</box>
divider <box>1457 745 1672 746</box>
divider <box>1521 433 1608 434</box>
divider <box>1217 783 1432 784</box>
article-headline: "SCENE" IN HOUSE OF COMMONS <box>1713 65 1886 100</box>
subheadline: TO BE HELD IN LONDON. <box>1496 1587 1633 1600</box>
deck-headline: DAYLIGHT RAIDS CONFUSE THE GERMANS <box>376 394 681 439</box>
article-headline: FRENCH REGAIN POSITIONS AT CHEMIN-DES-DAMES <box>828 1026 1118 1039</box>
dateline: France, July 16. <box>1364 905 1432 917</box>
column-5 <box>1445 62 1685 1932</box>
dateline: Melbourne, July 27. <box>1818 571 1902 583</box>
divider <box>1282 1290 1368 1291</box>
dateline: (Rec. July 27, 8.30 p.m.) <box>1570 469 1672 481</box>
subheadline: CONVENTION ADJOURNS. <box>1494 1360 1635 1373</box>
paragraph: American artists who longed for some war work more active than knitting puttees have begun to find it. They are forming a United States wing of the "Camoufleurs." This mysterious word is descriptive of a huge French department of artful trickery, a department in which only the most skilled painters and other artists can belong. It has saved no one knows how many lives, how many cannon, how many crossroads of men and gun food. Its membership has been depleted time and again by death, but always the loyal artists of France have filled up the ranks again and fought the war with their brushes. <box>35 176 304 327</box>
article-headline: TWO DERELICT SCHOONERS <box>1241 1142 1408 1155</box>
dateline: London, July 26. <box>659 895 729 906</box>
divider <box>885 1019 1061 1020</box>
article-headline: PACIFIC PHOSPHATE COMPANY <box>1707 890 1891 903</box>
paragraph: The "Morning Post" correspondent at Petrograd states that the Black Sea fleets gave hope that the armies to the south are checking the German cavalry, composed of officers serving as privates, with the hope of giving the armies a lead. These "forlorn hope" regiments accomplished marvels, but the position is too costly. It is now evident that the enemy's main objective is the Russian wide strategic aims, and the Germans are not inclined to pursue.—Aus.-N.Z. Cable Assn. <box>328 909 729 990</box>
divider <box>885 1271 1061 1272</box>
column-3 <box>742 62 1206 1932</box>
article-headline: RESOLUTION REJECTED BY LARGE MAJORITY. <box>1468 440 1661 467</box>
article-headline: STOCKS OF WHEAT ACQUIRED <box>1711 652 1888 665</box>
subheadline: BY AUSTRIAN CRUISERS <box>1257 104 1392 117</box>
divider <box>1282 1135 1368 1136</box>
lead-paragraph: Some of to-day's reports take a hopeful view of the military outlook in Galicia, but detail news indicates that the situation is still exceedingly critical. Further south, in Moldavia, the Rumanians, with Russian co-operation, have extended and developed the success reported yesterday. They have taken over two thousand prisoners and nearly 60 guns. A manifesto issued by the Executive of the Council of Workmen's and Soldiers' Delegates appeals for the restoration of discipline, and expresses a fear that the middle classes may attempt a counter-revolution in favour of the old regime. It is said that in the Western theatre the enemy is clearly preparing for desperate fighting, and has massed great numbers of men and guns. In spite of many costly failures, the Germans are persisting in their attacks on the French line north of the Aisne, and to-day claim a local success at a point a few miles west of Craonne. The French, however, state that their positions in this area were fully maintained. <box>328 499 729 650</box>
paragraph: "Camouflage" itself means "throwing dust in one's eyes" and is a word in the French argot. France has led the other nations in this new science largely because the French are the world's greatest handlers of colour. Impressionism, the latest school of French art, which is devoted to the world the science of putting strong and vivacious colours in juxtaposition, began in France. Monet and Manet, the two originators of the school, made the camouflage what it is today. <box>35 1025 304 1148</box>
dateline: London, July 26. <box>1832 698 1902 710</box>
paragraph: The announcement is made that the Irish Convention has been adjourned to enable the chairman and secretary to prepare schedules.—Aus.-N.Z. Cable Assn. <box>1457 1390 1672 1444</box>
subheadline: BRITISH SEIZE STEAMERS AND SINK TWO. <box>1225 587 1425 614</box>
